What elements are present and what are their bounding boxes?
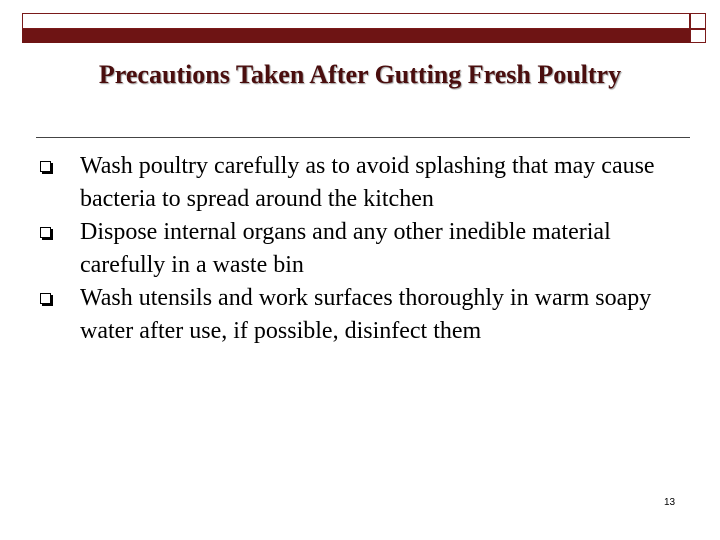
bullet-item <box>40 216 690 282</box>
header-stripe <box>22 29 690 43</box>
bullet-item <box>40 150 690 216</box>
square-bullet-icon <box>40 227 51 238</box>
title-divider <box>36 137 690 138</box>
square-bullet-icon <box>40 293 51 304</box>
slide-title: Precautions Taken After Gutting Fresh Poultry <box>98 60 622 89</box>
bullet-text: Wash poultry carefully as to avoid splashing that may cause bacteria to spread around the kitchen <box>80 153 655 212</box>
square-bullet-icon <box>40 161 51 172</box>
corner-decoration <box>690 13 706 29</box>
bullet-item <box>40 282 690 348</box>
page-number: 13 <box>664 497 676 508</box>
corner-decoration-lower <box>690 29 706 43</box>
bullet-text: Dispose internal organs and any other inedible material carefully in a waste bin <box>80 219 611 278</box>
header-bar <box>22 13 690 29</box>
bullet-list <box>40 150 690 348</box>
bullet-text: Wash utensils and work surfaces thoroughly in warm soapy water after use, if possible, disinfect them <box>80 285 652 344</box>
